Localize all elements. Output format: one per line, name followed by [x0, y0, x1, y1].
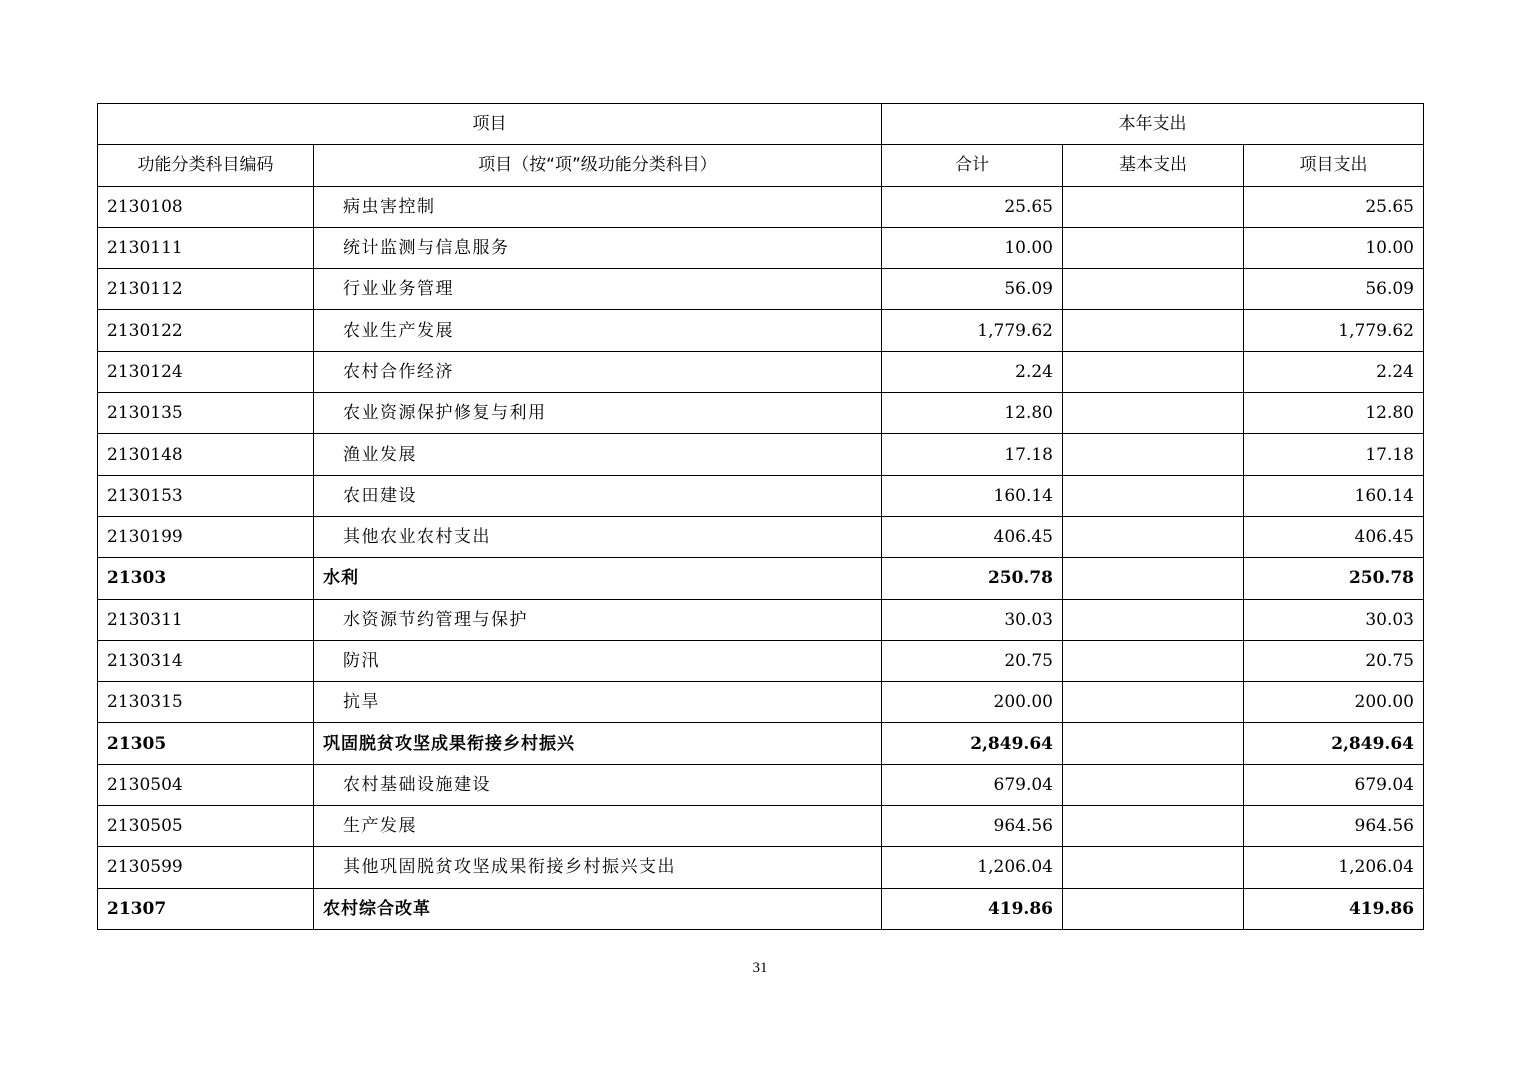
header-project-group: 项目 — [98, 104, 882, 145]
cell-basic — [1063, 269, 1244, 310]
cell-name — [314, 351, 882, 392]
cell-total: 25.65 — [882, 186, 1063, 227]
cell-name — [314, 393, 882, 434]
cell-name — [314, 269, 882, 310]
cell-name — [314, 516, 882, 557]
cell-name-text: 农业资源保护修复与利用 — [343, 403, 547, 424]
cell-name — [314, 599, 882, 640]
cell-name — [314, 723, 882, 764]
cell-name — [314, 558, 882, 599]
cell-basic — [1063, 351, 1244, 392]
table-row — [98, 434, 1424, 475]
cell-name — [314, 764, 882, 805]
cell-code: 2130108 — [98, 186, 314, 227]
cell-project: 12.80 — [1244, 393, 1424, 434]
cell-total: 17.18 — [882, 434, 1063, 475]
cell-name-text: 其他巩固脱贫攻坚成果衔接乡村振兴支出 — [343, 857, 676, 878]
cell-total: 12.80 — [882, 393, 1063, 434]
cell-project: 679.04 — [1244, 764, 1424, 805]
cell-project: 10.00 — [1244, 227, 1424, 268]
cell-code: 2130199 — [98, 516, 314, 557]
cell-name-text: 行业业务管理 — [343, 279, 454, 300]
cell-total: 10.00 — [882, 227, 1063, 268]
cell-name — [314, 186, 882, 227]
cell-total: 964.56 — [882, 806, 1063, 847]
cell-basic — [1063, 475, 1244, 516]
cell-name-text: 其他农业农村支出 — [343, 527, 491, 548]
cell-code: 2130148 — [98, 434, 314, 475]
cell-code: 2130599 — [98, 847, 314, 888]
cell-project: 250.78 — [1244, 558, 1424, 599]
table-row — [98, 640, 1424, 681]
cell-basic — [1063, 434, 1244, 475]
cell-name — [314, 806, 882, 847]
cell-code: 21303 — [98, 558, 314, 599]
cell-code: 2130135 — [98, 393, 314, 434]
cell-name — [314, 847, 882, 888]
cell-total: 2,849.64 — [882, 723, 1063, 764]
header-row-columns — [98, 145, 1424, 186]
cell-code: 2130504 — [98, 764, 314, 805]
cell-total: 679.04 — [882, 764, 1063, 805]
table-row — [98, 516, 1424, 557]
table-row — [98, 599, 1424, 640]
header-name: 项目（按“项”级功能分类科目） — [314, 145, 882, 186]
cell-project: 56.09 — [1244, 269, 1424, 310]
cell-basic — [1063, 806, 1244, 847]
header-code: 功能分类科目编码 — [98, 145, 314, 186]
cell-basic — [1063, 682, 1244, 723]
page-number: 31 — [752, 960, 768, 976]
cell-project: 25.65 — [1244, 186, 1424, 227]
cell-project: 30.03 — [1244, 599, 1424, 640]
cell-total: 160.14 — [882, 475, 1063, 516]
cell-project: 419.86 — [1244, 888, 1424, 929]
cell-total: 56.09 — [882, 269, 1063, 310]
cell-name-text: 农业生产发展 — [343, 320, 454, 341]
cell-basic — [1063, 640, 1244, 681]
cell-total: 200.00 — [882, 682, 1063, 723]
table-row — [98, 806, 1424, 847]
cell-name-text: 生产发展 — [343, 816, 417, 837]
cell-basic — [1063, 516, 1244, 557]
cell-project: 2.24 — [1244, 351, 1424, 392]
cell-code: 2130315 — [98, 682, 314, 723]
cell-total: 419.86 — [882, 888, 1063, 929]
cell-total: 20.75 — [882, 640, 1063, 681]
cell-project: 964.56 — [1244, 806, 1424, 847]
budget-table — [97, 103, 1424, 930]
cell-code: 2130505 — [98, 806, 314, 847]
cell-code: 21307 — [98, 888, 314, 929]
cell-total: 1,779.62 — [882, 310, 1063, 351]
cell-name — [314, 434, 882, 475]
cell-project: 200.00 — [1244, 682, 1424, 723]
cell-basic — [1063, 847, 1244, 888]
cell-project: 20.75 — [1244, 640, 1424, 681]
cell-name-text: 巩固脱贫攻坚成果衔接乡村振兴 — [323, 733, 575, 754]
cell-name-text: 渔业发展 — [343, 444, 417, 465]
cell-basic — [1063, 393, 1244, 434]
cell-project: 406.45 — [1244, 516, 1424, 557]
cell-basic — [1063, 310, 1244, 351]
cell-name — [314, 682, 882, 723]
cell-project: 1,779.62 — [1244, 310, 1424, 351]
cell-name — [314, 475, 882, 516]
cell-code: 2130314 — [98, 640, 314, 681]
header-basic: 基本支出 — [1063, 145, 1244, 186]
cell-project: 2,849.64 — [1244, 723, 1424, 764]
table-row — [98, 269, 1424, 310]
cell-name-text: 农村合作经济 — [343, 361, 454, 382]
cell-code: 2130122 — [98, 310, 314, 351]
table-row — [98, 186, 1424, 227]
cell-code: 21305 — [98, 723, 314, 764]
cell-code: 2130112 — [98, 269, 314, 310]
table-row — [98, 475, 1424, 516]
table-body — [98, 104, 1424, 930]
cell-project: 1,206.04 — [1244, 847, 1424, 888]
cell-code: 2130111 — [98, 227, 314, 268]
cell-total: 406.45 — [882, 516, 1063, 557]
cell-basic — [1063, 764, 1244, 805]
cell-name-text: 水利 — [323, 568, 359, 589]
cell-name — [314, 888, 882, 929]
table-row — [98, 351, 1424, 392]
cell-basic — [1063, 599, 1244, 640]
cell-code: 2130153 — [98, 475, 314, 516]
cell-name — [314, 310, 882, 351]
cell-name-text: 病虫害控制 — [343, 196, 436, 217]
cell-basic — [1063, 723, 1244, 764]
cell-basic — [1063, 558, 1244, 599]
cell-name-text: 农村综合改革 — [323, 898, 431, 919]
header-total: 合计 — [882, 145, 1063, 186]
section-row — [98, 723, 1424, 764]
cell-name-text: 统计监测与信息服务 — [343, 238, 510, 259]
table-row — [98, 393, 1424, 434]
cell-name — [314, 227, 882, 268]
table-row — [98, 227, 1424, 268]
cell-code: 2130124 — [98, 351, 314, 392]
header-project: 项目支出 — [1244, 145, 1424, 186]
section-row — [98, 558, 1424, 599]
cell-name-text: 农村基础设施建设 — [343, 774, 491, 795]
cell-name-text: 防汛 — [343, 651, 380, 671]
cell-code: 2130311 — [98, 599, 314, 640]
section-row — [98, 888, 1424, 929]
cell-basic — [1063, 186, 1244, 227]
header-row-group — [98, 104, 1424, 145]
cell-total: 30.03 — [882, 599, 1063, 640]
table-row — [98, 682, 1424, 723]
cell-name-text: 农田建设 — [343, 485, 417, 506]
table-row — [98, 764, 1424, 805]
cell-project: 160.14 — [1244, 475, 1424, 516]
cell-total: 2.24 — [882, 351, 1063, 392]
cell-name-text: 抗旱 — [343, 692, 380, 713]
cell-basic — [1063, 227, 1244, 268]
header-expense-group: 本年支出 — [882, 104, 1424, 145]
cell-total: 1,206.04 — [882, 847, 1063, 888]
cell-basic — [1063, 888, 1244, 929]
table-row — [98, 310, 1424, 351]
cell-project: 17.18 — [1244, 434, 1424, 475]
cell-name-text: 水资源节约管理与保护 — [343, 609, 528, 630]
cell-name — [314, 640, 882, 681]
cell-total: 250.78 — [882, 558, 1063, 599]
table-row — [98, 847, 1424, 888]
